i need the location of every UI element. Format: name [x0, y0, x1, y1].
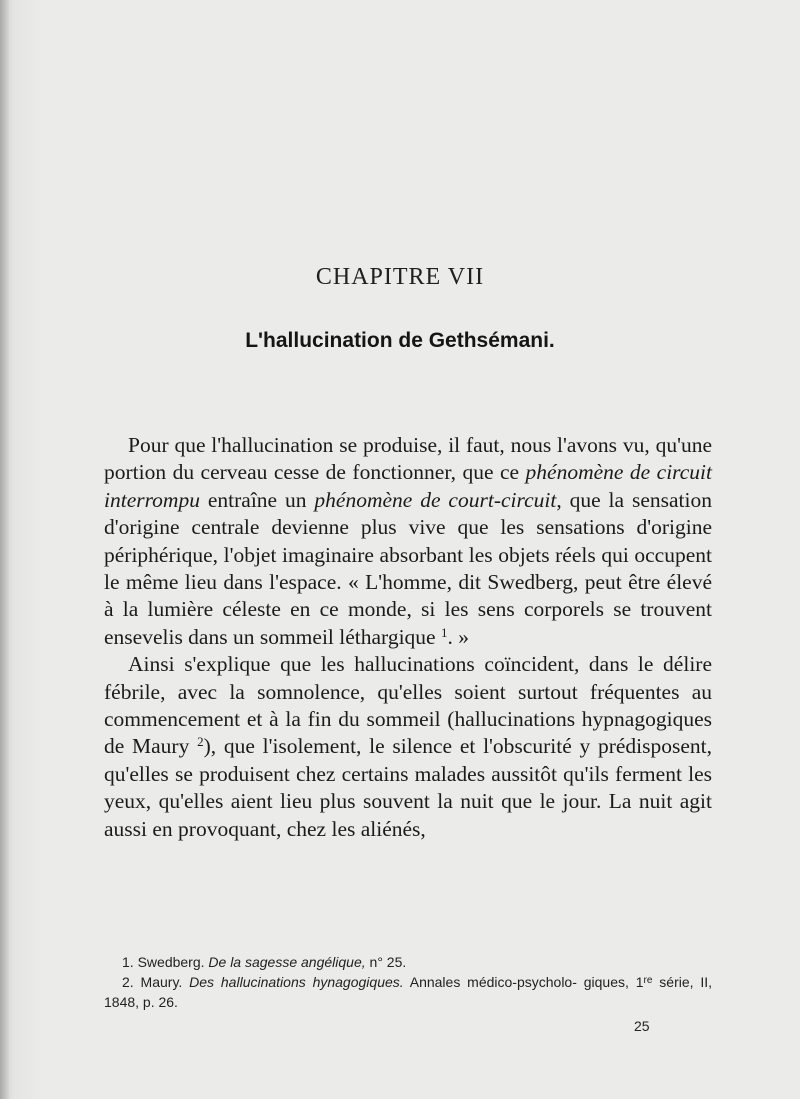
chapter-heading: CHAPITRE VII	[315, 264, 485, 290]
chapter-title: L'hallucination de Gethsémani.	[245, 329, 555, 352]
footnote-2	[104, 972, 712, 1012]
paragraph	[104, 651, 712, 843]
footnote-author: Maury.	[140, 974, 183, 990]
footnote-text: Annales médico-psycholo-	[409, 974, 577, 990]
footnote-author: Swedberg.	[137, 954, 205, 970]
text-run: entraîne un	[199, 487, 315, 512]
text-run: Ainsi s'explique que les hallucinations coïncident, dans le délire fébrile, avec la somnolence, qu'elles soient surtout fréquentes au commencement et à la fin du sommeil (hallucinations hypnagogiques de Maury	[104, 652, 712, 759]
body-text	[104, 432, 712, 843]
footnote-work: De la sagesse angélique,	[208, 954, 366, 970]
footnote-work: Des hallucinations hynagogiques.	[189, 974, 404, 990]
footnotes	[104, 952, 712, 1012]
paragraph	[104, 432, 712, 651]
italic-phrase: phénomène de court-circuit	[314, 487, 557, 512]
text-run: ), que l'isolement, le silence et l'obscurité y prédisposent, qu'elles se produisent chez certains malades aussitôt qu'ils ferment les yeux, qu'elles aient lieu plus souvent la nuit que le jour. La nuit agit aussi en provoquant, chez les aliénés,	[104, 734, 712, 841]
footnote-1	[104, 952, 712, 972]
footnote-number: 2.	[122, 974, 134, 990]
footnote-number: 1.	[122, 954, 134, 970]
page-binding-edge	[0, 0, 9, 1099]
footnote-text: n° 25.	[369, 954, 407, 970]
text-run: , que la sensation d'origine centrale devienne plus vive que les sensations d'origine périphérique, l'objet imaginaire absorbant les objets réels qui occupent le même lieu dans l'espace. « L'homme, dit Swedberg, peut être élevé à la lumière céleste en ce monde, si les sens corporels se trouvent ensevelis dans un sommeil léthargique	[104, 487, 712, 649]
italic-phrase: phénomène de circuit interrompu	[104, 460, 712, 512]
footnote-text: série, II, 1848, p. 26.	[104, 974, 713, 1010]
footnote-reference: 2	[197, 734, 204, 750]
footnote-reference: 1	[440, 624, 448, 640]
page-number: 25	[634, 1018, 650, 1034]
footnote-superscript: re	[643, 975, 653, 986]
text-run: Pour que l'hallucination se produise, il faut, nous l'avons vu, qu'une portion du cerveau cesse de fonctionner, que ce	[104, 433, 712, 485]
footnote-text: giques, 1	[583, 974, 644, 990]
text-run: . »	[447, 624, 469, 649]
